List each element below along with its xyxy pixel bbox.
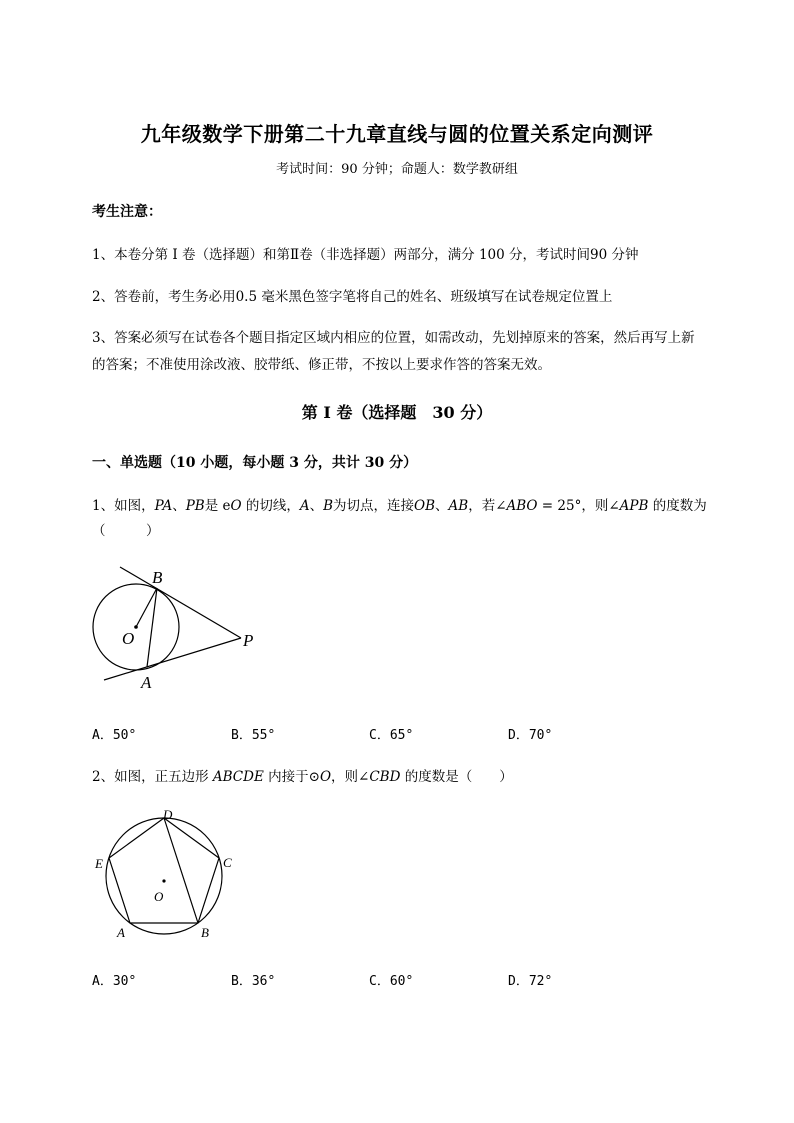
label-b: B bbox=[152, 568, 163, 587]
question-1-figure bbox=[88, 560, 268, 695]
circumcircle bbox=[106, 818, 222, 934]
label-o: O bbox=[122, 629, 135, 648]
label-d: D bbox=[163, 807, 173, 822]
q1-option-a[interactable]: A．50° bbox=[92, 728, 137, 743]
part-title: 一、单选题（10 小题，每小题 3 分，共计 30 分） bbox=[92, 455, 418, 471]
q2-option-b[interactable]: B．36° bbox=[231, 974, 276, 989]
notice-item-3: 3、答案必须写在试卷各个题目指定区域内相应的位置，如需改动，先划掉原来的答案，然后再写上新 bbox=[92, 330, 695, 346]
page-title: 九年级数学下册第二十九章直线与圆的位置关系定向测评 bbox=[140, 122, 654, 146]
notice-heading: 考生注意： bbox=[92, 204, 162, 220]
label-a: A bbox=[117, 925, 125, 940]
diagonal-bd bbox=[164, 818, 198, 923]
question-1-stem: 1、如图，PA、PB是 eO 的切线，A、B为切点，连接OB、AB，若∠ABO = 25°，则∠APB 的度数为 bbox=[92, 498, 707, 514]
center-point bbox=[134, 625, 138, 629]
q1-option-d[interactable]: D．70° bbox=[508, 728, 553, 743]
regular-pentagon bbox=[109, 818, 219, 923]
exam-info: 考试时间：90 分钟；命题人：数学教研组 bbox=[276, 162, 518, 177]
notice-item-1: 1、本卷分第 I 卷（选择题）和第Ⅱ卷（非选择题）两部分，满分 100 分，考试时间90 分钟 bbox=[92, 247, 639, 263]
label-e: E bbox=[95, 856, 103, 871]
chord-ab bbox=[147, 588, 157, 667]
label-o: O bbox=[154, 889, 164, 904]
q1-option-c[interactable]: C．65° bbox=[369, 728, 414, 743]
label-a: A bbox=[141, 673, 152, 692]
q1-option-b[interactable]: B．55° bbox=[231, 728, 276, 743]
section-title: 第 I 卷（选择题 30 分） bbox=[301, 403, 493, 422]
label-p: P bbox=[243, 631, 254, 650]
question-2-figure bbox=[90, 806, 250, 946]
label-b: B bbox=[201, 925, 209, 940]
center-point bbox=[162, 879, 165, 882]
q2-option-a[interactable]: A．30° bbox=[92, 974, 137, 989]
label-c: C bbox=[223, 855, 232, 870]
question-2-stem: 2、如图，正五边形 ABCDE 内接于⊙O，则∠CBD 的度数是（ ） bbox=[92, 769, 513, 785]
q2-option-c[interactable]: C．60° bbox=[369, 974, 414, 989]
question-1-answer-bracket: （ ） bbox=[92, 523, 160, 539]
notice-item-3-continued: 的答案；不准使用涂改液、胶带纸、修正带，不按以上要求作答的答案无效。 bbox=[92, 357, 551, 373]
q2-option-d[interactable]: D．72° bbox=[508, 974, 553, 989]
notice-item-2: 2、答卷前，考生务必用0.5 毫米黑色签字笔将自己的姓名、班级填写在试卷规定位置上 bbox=[92, 289, 613, 305]
radius-ob bbox=[136, 588, 157, 627]
tangent-line-pb bbox=[120, 567, 241, 638]
